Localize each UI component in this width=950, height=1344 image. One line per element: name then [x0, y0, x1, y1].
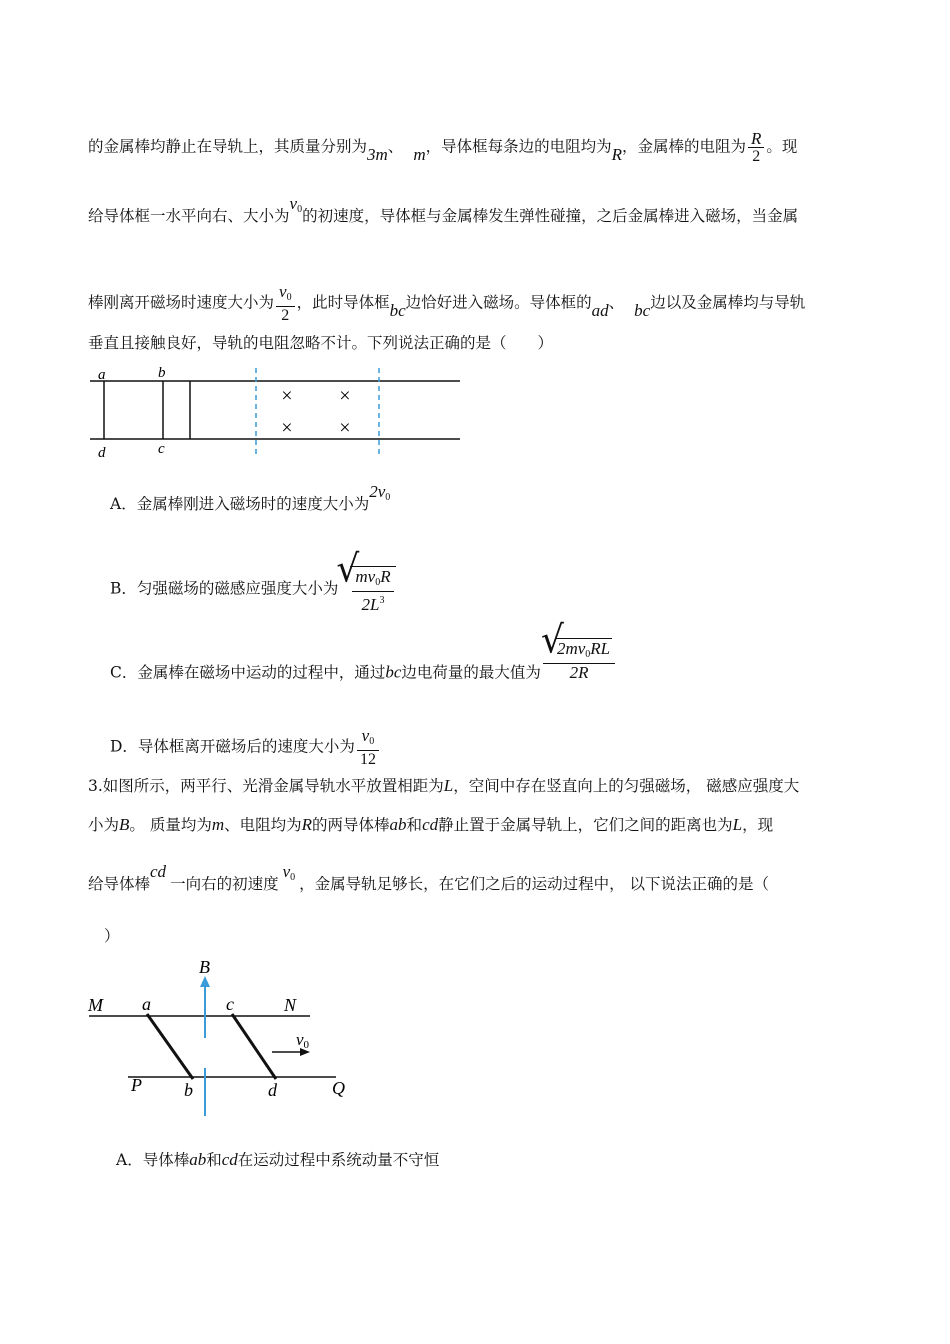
q3-line-4: ）	[104, 927, 120, 945]
rail-frame-figure	[86, 362, 466, 462]
label-d: d	[268, 1080, 277, 1100]
label-a: a	[98, 367, 106, 383]
fraction-v0-over-2: $\frac{v_0}{2}$	[276, 283, 295, 324]
label-p: P	[131, 1075, 142, 1095]
field-arrow-head	[200, 976, 210, 987]
label-b-field: B	[199, 957, 210, 977]
label-m: M	[88, 995, 103, 1015]
label-q: Q	[332, 1078, 345, 1098]
q2-line-3: 棒刚离开磁场时速度大小为 $\frac{v_0}{2}$ ，此时导体框bc边恰好进入磁场。导体框的ad、 bc边以及金属棒均与导轨	[88, 282, 806, 324]
q3-line-2: 小为B。 质量均为m、电阻均为R的两导体棒ab和cd静止置于金属导轨上，它们之间的距离也为L，现	[88, 815, 774, 834]
field-cross-3: ×	[280, 417, 294, 439]
q3-line-1: 3.如图所示，两平行、光滑金属导轨水平放置相距为L，空间中存在竖直向上的匀强磁场， 磁感应强度大	[88, 776, 800, 795]
label-d: d	[98, 445, 106, 461]
q2-option-d: D．导体框离开磁场后的速度大小为 $\frac{v_0}{12}$	[110, 727, 381, 768]
v0-symbol: $v_0$	[289, 194, 303, 215]
rod-cd	[232, 1014, 276, 1079]
v0-symbol: $v_0$	[282, 862, 296, 883]
label-c: c	[226, 994, 234, 1014]
field-cross-1: ×	[280, 385, 294, 407]
q2-option-a: A．金属棒刚进入磁场时的速度大小为$2v_0$	[110, 482, 391, 513]
label-v0: v0	[296, 1030, 310, 1051]
q2-option-b: B．匀强磁场的磁感应强度大小为 √ $\frac{mv_0R}{2L^3}$	[110, 566, 396, 613]
label-n: N	[284, 995, 297, 1015]
label-c: c	[158, 441, 165, 457]
q2-line-4: 垂直且接触良好，导轨的电阻忽略不计。下列说法正确的是（ ）	[88, 334, 554, 352]
field-cross-2: ×	[338, 385, 352, 407]
q2-line-2: 给导体框一水平向右、大小为$v_0$的初速度，导体框与金属棒发生弹性碰撞，之后金属棒进入磁场，当金属	[88, 194, 799, 225]
two-rods-figure	[84, 954, 364, 1122]
label-b: b	[184, 1080, 193, 1100]
option-d-formula: $\frac{v_0}{12}$	[357, 727, 379, 768]
option-b-formula: √ $\frac{mv_0R}{2L^3}$	[338, 566, 395, 613]
q2-option-c: C．金属棒在磁场中运动的过程中，通过bc边电荷量的最大值为 √ $\frac{2mv_0RL}{2R}$	[110, 652, 617, 695]
rod-ab	[147, 1014, 193, 1079]
q3-line-3: 给导体棒cd一向右的初速度$v_0$ ，金属导轨足够长，在它们之后的运动过程中， 以下说法正确的是（	[88, 862, 770, 893]
field-cross-4: ×	[338, 417, 352, 439]
label-a: a	[142, 994, 151, 1014]
option-c-formula: √ $\frac{2mv_0RL}{2R}$	[543, 638, 615, 681]
fraction-r-over-2: $\frac{R}{2}$	[748, 130, 764, 165]
q2-line-1: 的金属棒均静止在导轨上，其质量分别为3m、 m，导体框每条边的电阻均为R，金属棒的电阻为 $\frac{R}{2}$ 。现	[88, 129, 798, 165]
option-a-formula: $2v_0$	[369, 482, 391, 503]
q3-option-a: A．导体棒ab和cd在运动过程中系统动量不守恒	[116, 1150, 440, 1169]
label-b: b	[158, 365, 166, 381]
